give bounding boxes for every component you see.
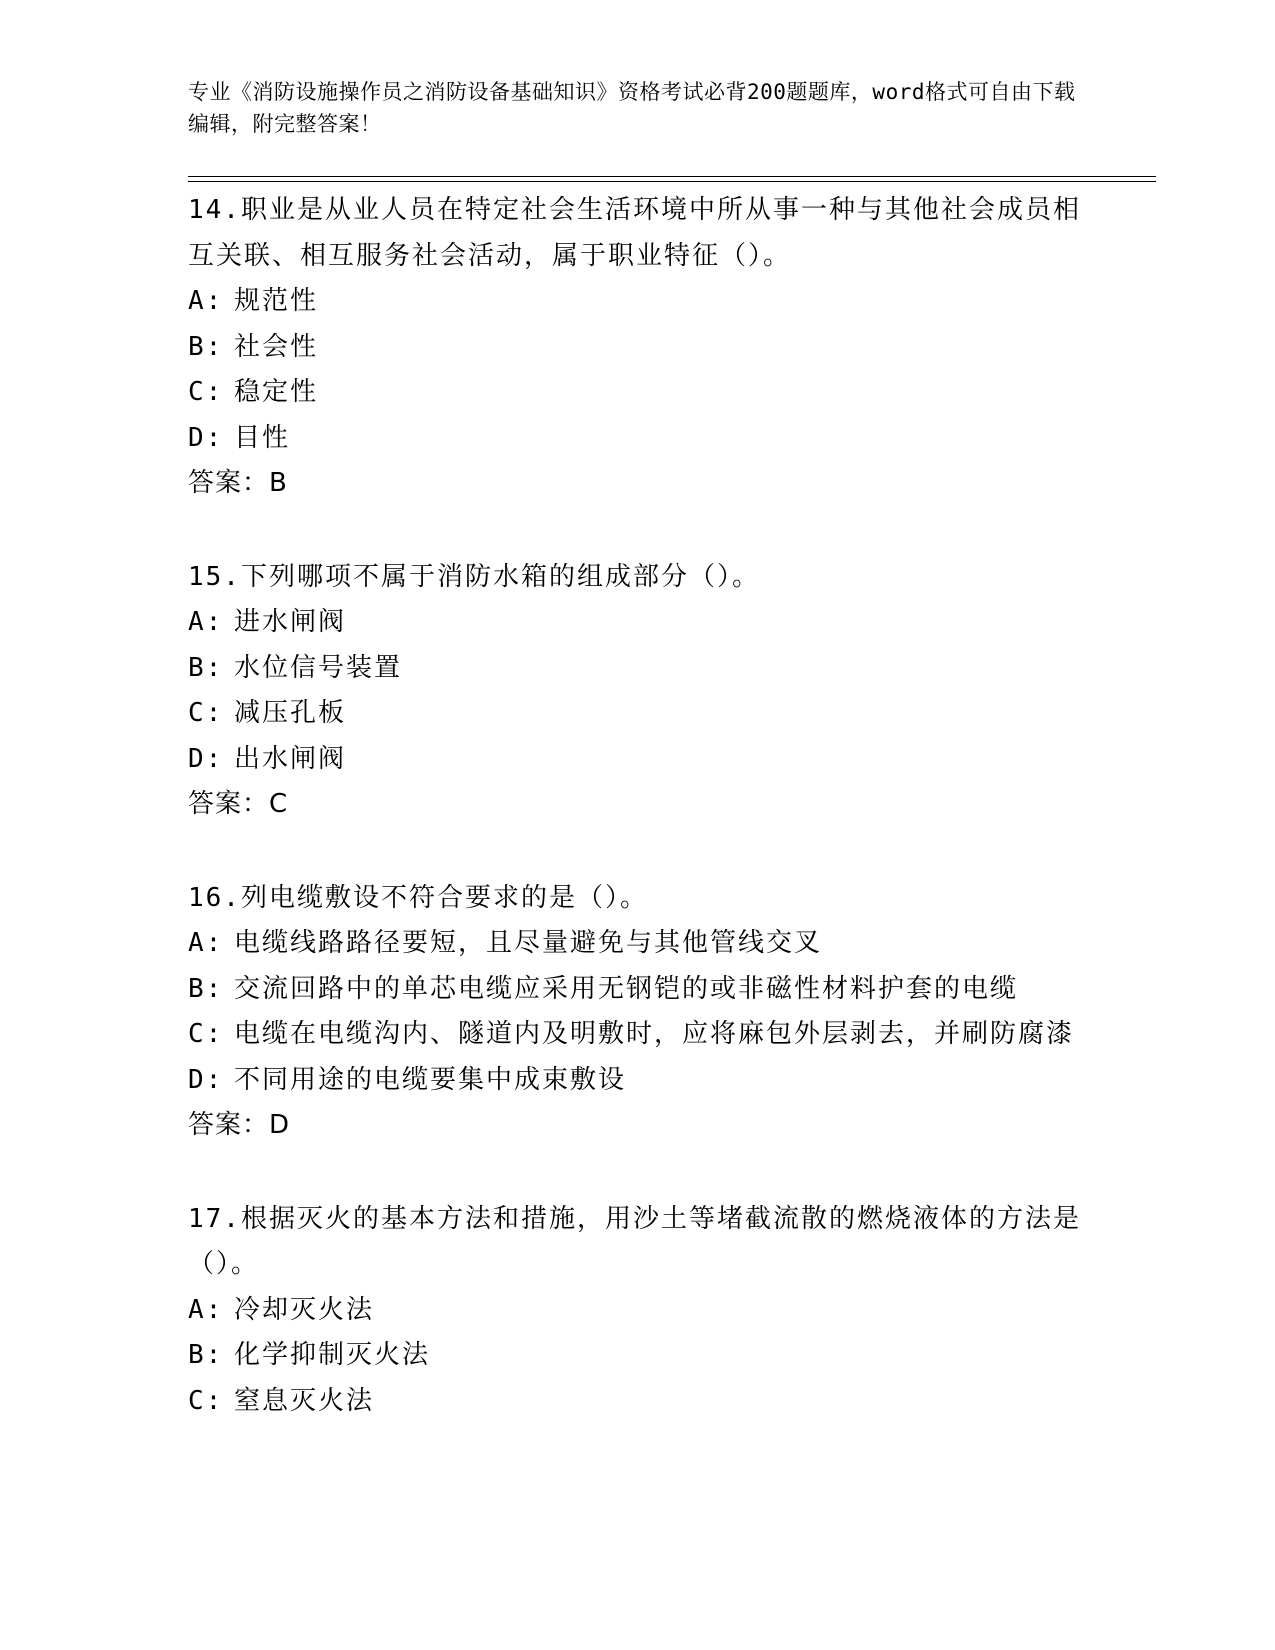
answer-label: 答案：	[188, 1110, 270, 1140]
option-key: A:	[188, 607, 224, 637]
document-header: 专业《消防设施操作员之消防设备基础知识》资格考试必背200题题库，word格式可自由下载编辑，附完整答案！	[188, 80, 1076, 136]
question-15	[188, 555, 1088, 828]
question-stem: 列电缆敷设不符合要求的是（）。	[240, 882, 648, 913]
option-key: C:	[188, 1019, 224, 1049]
answer-value: B	[269, 468, 288, 498]
option-key: A:	[188, 1294, 224, 1325]
option-key: C:	[188, 698, 224, 728]
option-key: C:	[188, 377, 224, 407]
answer-line	[188, 461, 1088, 507]
header-divider-top	[188, 176, 1156, 177]
option-a	[188, 1288, 1088, 1334]
question-text	[188, 188, 1088, 279]
question-16	[188, 876, 1088, 1149]
question-number: 16.	[188, 882, 241, 913]
option-d	[188, 1058, 1088, 1104]
option-text: 不同用途的电缆要集中成束敷设	[234, 1064, 627, 1095]
option-key: D:	[188, 1064, 224, 1095]
option-text: 出水闸阀	[234, 743, 347, 774]
option-text: 窒息灭火法	[234, 1385, 375, 1416]
answer-line	[188, 1103, 1088, 1149]
option-text: 冷却灭火法	[234, 1294, 375, 1325]
option-key: A:	[188, 286, 224, 316]
option-d	[188, 737, 1088, 783]
answer-label: 答案：	[188, 468, 270, 498]
option-text: 水位信号装置	[234, 652, 403, 683]
option-key: C:	[188, 1385, 224, 1416]
option-text: 化学抑制灭火法	[234, 1340, 431, 1370]
answer-line	[188, 782, 1088, 828]
question-text	[188, 876, 1088, 922]
header-divider-bottom	[188, 181, 1156, 182]
option-a	[188, 921, 1088, 967]
question-number: 15.	[188, 561, 241, 592]
question-number: 14.	[188, 195, 241, 225]
option-text: 减压孔板	[234, 698, 347, 728]
option-a	[188, 279, 1088, 325]
option-text: 社会性	[234, 331, 319, 362]
option-key: D:	[188, 422, 224, 453]
option-text: 规范性	[234, 286, 319, 316]
question-text	[188, 1197, 1088, 1288]
question-number: 17.	[188, 1203, 241, 1234]
option-key: B:	[188, 973, 224, 1004]
option-text: 目性	[234, 422, 291, 453]
answer-value: D	[269, 1110, 291, 1140]
question-stem: 下列哪项不属于消防水箱的组成部分（）。	[240, 561, 760, 592]
option-c	[188, 370, 1088, 416]
question-list	[188, 188, 1088, 1472]
question-14	[188, 188, 1088, 507]
option-d	[188, 416, 1088, 462]
option-b	[188, 1333, 1088, 1379]
option-key: B:	[188, 652, 224, 683]
option-b	[188, 967, 1088, 1013]
option-key: D:	[188, 743, 224, 774]
option-key: B:	[188, 331, 224, 362]
option-text: 电缆线路路径要短，且尽量避免与其他管线交叉	[234, 928, 823, 958]
answer-label: 答案：	[188, 789, 270, 819]
option-a	[188, 600, 1088, 646]
option-c	[188, 691, 1088, 737]
option-text: 进水闸阀	[234, 607, 347, 637]
option-key: A:	[188, 928, 224, 958]
question-stem: 职业是从业人员在特定社会生活环境中所从事一种与其他社会成员相互关联、相互服务社会活动，属于职业特征（）。	[188, 195, 1081, 271]
option-key: B:	[188, 1340, 224, 1370]
option-c	[188, 1012, 1088, 1058]
option-b	[188, 325, 1088, 371]
option-b	[188, 646, 1088, 692]
option-text: 交流回路中的单芯电缆应采用无钢铠的或非磁性材料护套的电缆	[234, 973, 1019, 1004]
question-stem: 根据灭火的基本方法和措施，用沙土等堵截流散的燃烧液体的方法是（）。	[188, 1203, 1081, 1279]
answer-value: C	[269, 789, 289, 819]
question-text	[188, 555, 1088, 601]
option-text: 电缆在电缆沟内、隧道内及明敷时，应将麻包外层剥去，并刷防腐漆	[234, 1019, 1075, 1049]
option-text: 稳定性	[234, 377, 319, 407]
question-17	[188, 1197, 1088, 1425]
option-c	[188, 1379, 1088, 1425]
